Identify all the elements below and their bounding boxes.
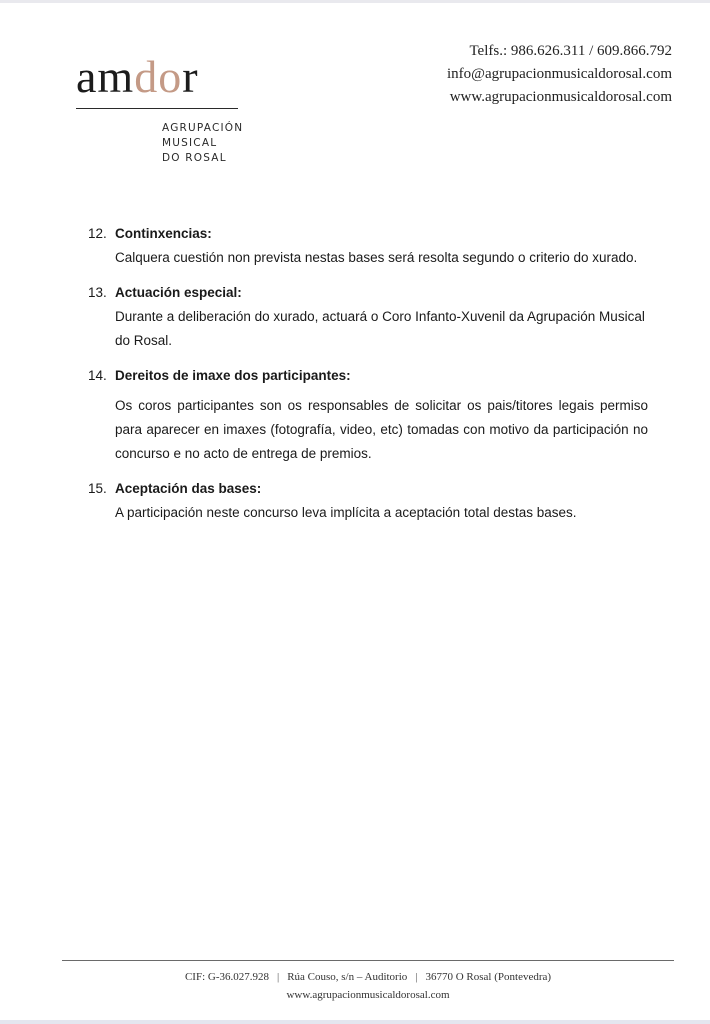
- footer-cif: CIF: G-36.027.928: [184, 971, 269, 983]
- logo-subtitle-line: MUSICAL: [162, 137, 218, 149]
- page-footer: [62, 968, 674, 1004]
- item-body: Calquera cuestión non prevista nestas bases será resolta segundo o criterio do xurado.: [115, 250, 638, 265]
- logo-subtitle: [162, 121, 248, 166]
- contact-email[interactable]: info@agrupacionmusicaldorosal.com: [447, 66, 672, 82]
- contact-website[interactable]: www.agrupacionmusicaldorosal.com: [449, 89, 672, 105]
- item-title: Aceptación das bases:: [115, 481, 262, 496]
- logo-word-accent: do: [134, 51, 183, 102]
- rules-list: [88, 222, 648, 536]
- footer-divider: [62, 960, 674, 961]
- item-body: Os coros participantes son os responsables de solicitar os pais/titores legais permiso para aparecer en imaxes (fotografía, video, etc) tomadas con motivo da participación no concurso e no acto de entrega de premios.: [115, 398, 648, 461]
- item-number: 12.: [88, 226, 107, 241]
- logo-subtitle-line: AGRUPACIÓN: [162, 122, 244, 134]
- top-edge-shade: [0, 0, 710, 3]
- item-title: Dereitos de imaxe dos participantes:: [115, 368, 351, 383]
- footer-address: Rúa Couso, s/n – Auditorio: [287, 971, 408, 983]
- footer-address-line: [62, 968, 674, 986]
- logo-underline: [76, 108, 238, 109]
- logo-wordmark: [76, 52, 248, 102]
- footer-website[interactable]: www.agrupacionmusicaldorosal.com: [286, 989, 450, 1001]
- item-body: Durante a deliberación do xurado, actuará o Coro Infanto-Xuvenil da Agrupación Musical do Rosal.: [115, 309, 645, 348]
- list-item: [88, 222, 648, 270]
- footer-separator: |: [415, 971, 418, 983]
- item-body: A participación neste concurso leva implícita a aceptación total destas bases.: [115, 505, 577, 520]
- list-item: [88, 281, 648, 353]
- logo-word-end: r: [182, 51, 199, 102]
- item-title: Actuación especial:: [115, 285, 242, 300]
- contact-header: [447, 40, 672, 109]
- item-number: 15.: [88, 481, 107, 496]
- item-number: 13.: [88, 285, 107, 300]
- organization-logo: [76, 52, 248, 166]
- bottom-edge-shade: [0, 1020, 710, 1024]
- logo-word-start: am: [76, 51, 135, 102]
- footer-separator: |: [276, 971, 280, 983]
- item-title: Continxencias:: [115, 226, 212, 241]
- contact-phones: Telfs.: 986.626.311 / 609.866.792: [469, 43, 672, 59]
- logo-subtitle-line: DO ROSAL: [162, 152, 227, 164]
- item-number: 14.: [88, 368, 107, 383]
- footer-city: 36770 O Rosal (Pontevedra): [425, 971, 552, 983]
- list-item: [88, 364, 648, 466]
- list-item: [88, 477, 648, 525]
